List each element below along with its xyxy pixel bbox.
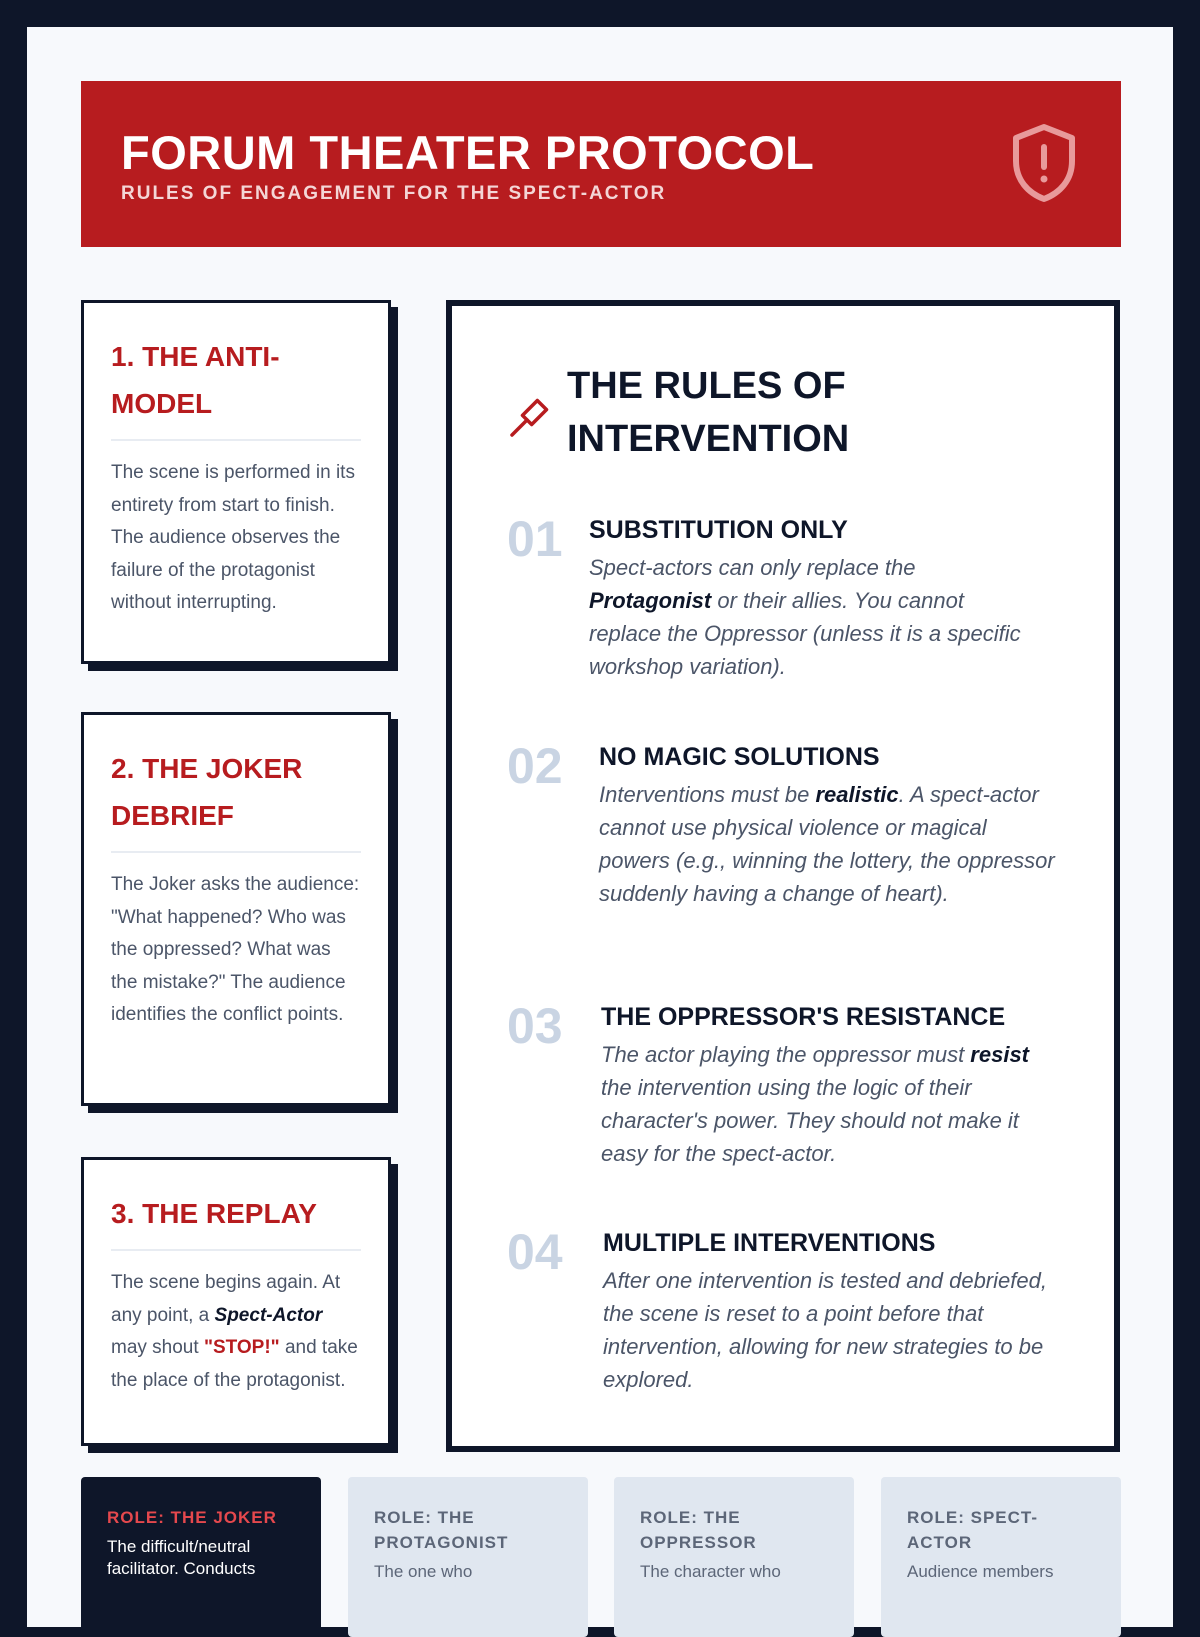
rule-text-part: The actor playing the oppressor must — [601, 1042, 971, 1067]
rule-number: 03 — [507, 998, 563, 1054]
step-body-text: The scene begins again. At any point, a — [111, 1272, 341, 1326]
gavel-icon — [508, 396, 552, 440]
rule-text-part: Spect-actors can only replace the — [589, 555, 916, 580]
shield-alert-icon — [1011, 123, 1077, 203]
role-label: ROLE: THE JOKER — [107, 1508, 277, 1527]
page — [27, 27, 1173, 1627]
role-label: ROLE: THE PROTAGONIST — [374, 1508, 509, 1552]
rules-panel — [446, 300, 1120, 1452]
rule-item — [507, 738, 1067, 953]
rule-title: NO MAGIC SOLUTIONS — [599, 743, 880, 771]
rule-item — [507, 998, 1067, 1183]
rule-text-part: Interventions must be — [599, 782, 816, 807]
rule-title: THE OPPRESSOR'S RESISTANCE — [601, 1003, 1006, 1031]
step-title: 3. THE REPLAY — [111, 1190, 361, 1251]
rule-text-part: After one intervention is tested and debriefed, the scene is reset to a point before that intervention, allowing for new strategies to be explored. — [603, 1268, 1047, 1392]
rule-number: 01 — [507, 511, 563, 567]
step-body — [111, 1267, 361, 1397]
rule-emphasis: realistic — [815, 782, 899, 807]
rule-description — [599, 778, 1059, 910]
rule-item — [507, 1224, 1067, 1409]
role-label: ROLE: THE OPPRESSOR — [640, 1508, 757, 1552]
rule-text — [589, 516, 1029, 683]
rule-description — [603, 1264, 1063, 1396]
rule-text-part: or their allies. You cannot replace the Oppressor (unless it is a specific workshop variation). — [589, 588, 1021, 679]
page-subtitle: RULES OF ENGAGEMENT FOR THE SPECT-ACTOR — [121, 183, 667, 204]
rule-text — [603, 1229, 1063, 1396]
step-body-text: and take the place of the protagonist. — [111, 1337, 358, 1391]
step-card-joker-debrief — [81, 712, 391, 1106]
rule-number: 04 — [507, 1224, 563, 1280]
rule-emphasis: Protagonist — [589, 588, 712, 613]
rule-item — [507, 511, 1067, 696]
role-description: The character who — [640, 1562, 781, 1581]
stop-emphasis: "STOP!" — [203, 1337, 280, 1358]
rule-text — [599, 743, 1059, 910]
role-card-protagonist — [348, 1477, 588, 1637]
role-card-joker — [81, 1477, 321, 1637]
step-card-replay — [81, 1157, 391, 1446]
rule-title: SUBSTITUTION ONLY — [589, 516, 848, 544]
spect-actor-emphasis: Spect-Actor — [214, 1304, 323, 1326]
step-title: 1. THE ANTI-MODEL — [111, 333, 361, 441]
role-description: The one who — [374, 1562, 473, 1581]
rules-title: THE RULES OF INTERVENTION — [567, 365, 850, 460]
role-description: Audience members — [907, 1562, 1054, 1581]
rule-text-part: . A spect-actor cannot use physical violence or magical powers (e.g., winning the lottery, the oppressor suddenly having a change of heart). — [599, 782, 1055, 906]
rule-text-part: the intervention using the logic of their character's power. They should not make it easy for the spect-actor. — [601, 1075, 1019, 1166]
rule-emphasis: resist — [970, 1042, 1030, 1067]
role-label: ROLE: SPECT-ACTOR — [907, 1508, 1039, 1552]
step-body: The scene is performed in its entirety from start to finish. The audience observes the failure of the protagonist without interrupting. — [111, 462, 355, 613]
header-banner — [81, 81, 1121, 247]
rule-number: 02 — [507, 738, 563, 794]
page-title: FORUM THEATER PROTOCOL — [121, 126, 815, 179]
step-body: The Joker asks the audience: "What happened? Who was the oppressed? What was the mistake?" The audience identifies the conflict points. — [111, 874, 360, 1025]
role-card-oppressor — [614, 1477, 854, 1637]
rule-text — [601, 1003, 1057, 1170]
step-body-text: may shout — [111, 1337, 204, 1358]
step-card-anti-model — [81, 300, 391, 664]
step-title: 2. THE JOKER DEBRIEF — [111, 745, 361, 853]
rule-description — [601, 1038, 1057, 1170]
rule-title: MULTIPLE INTERVENTIONS — [603, 1229, 936, 1257]
role-card-spect-actor — [881, 1477, 1121, 1637]
rule-description — [589, 551, 1029, 683]
role-description: The difficult/neutral facilitator. Conducts — [107, 1537, 256, 1578]
